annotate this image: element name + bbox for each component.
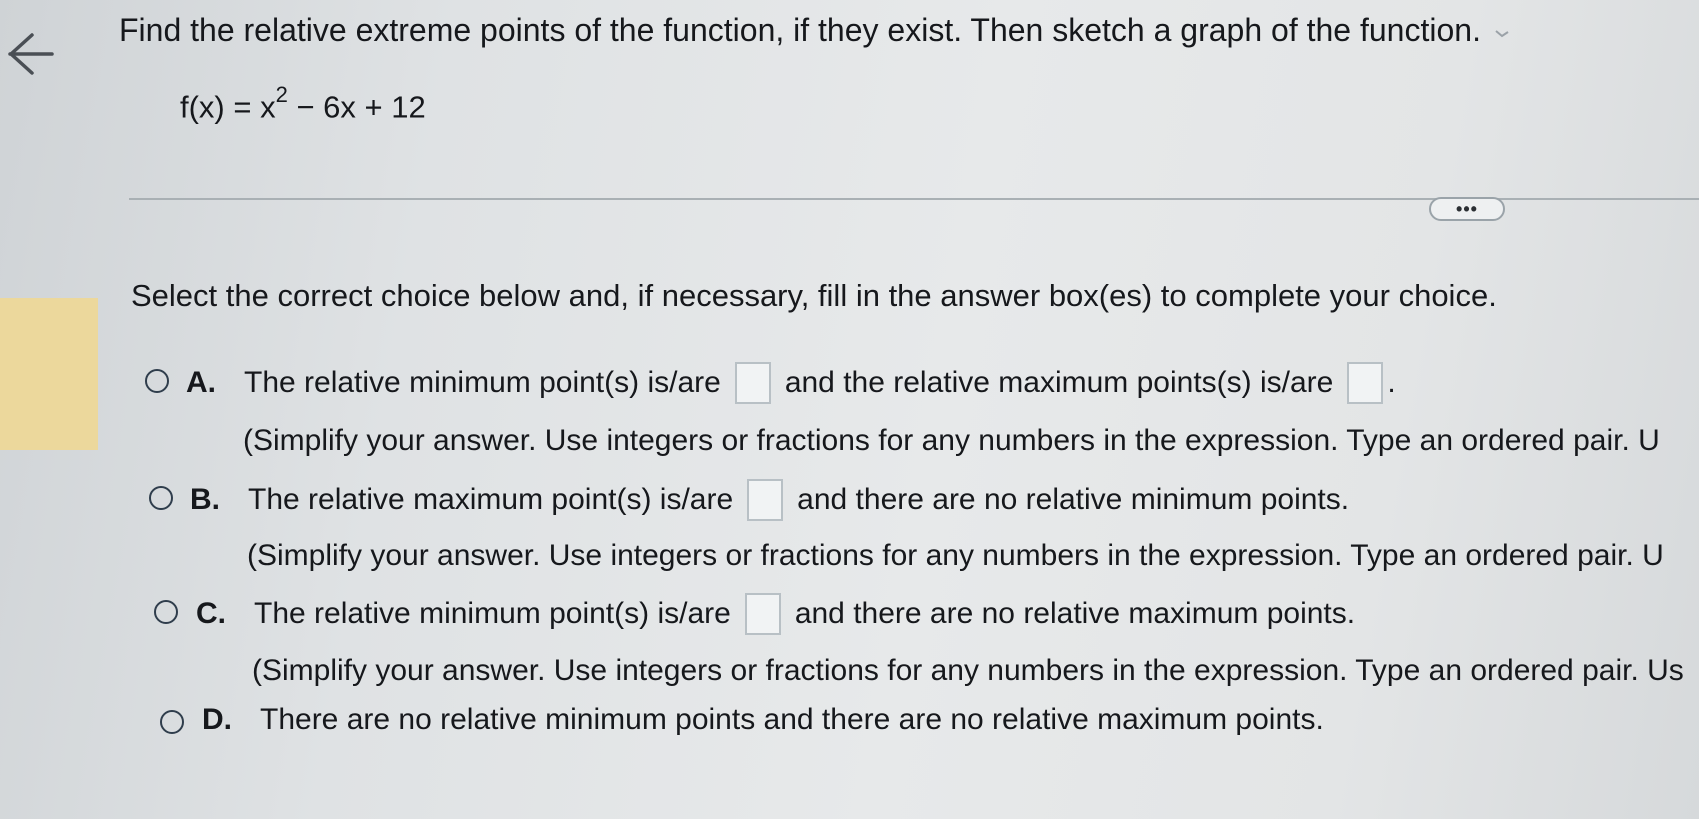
choice-b-text-before: The relative maximum point(s) is/are	[248, 483, 734, 516]
choice-c-answer-box[interactable]	[745, 593, 781, 635]
choice-d-line	[202, 703, 1324, 737]
choice-b-line	[190, 479, 1349, 521]
choice-b-text-after: and there are no relative minimum points.	[797, 483, 1350, 516]
choice-a-min-answer-box[interactable]	[735, 362, 771, 404]
choice-a-text-middle: and the relative maximum points(s) is/are	[784, 366, 1334, 399]
highlight-tab	[0, 298, 98, 450]
choice-d-radio[interactable]	[160, 710, 184, 734]
back-arrow-icon[interactable]	[6, 30, 54, 78]
choice-a-letter: A.	[186, 366, 216, 399]
choice-b-letter: B.	[190, 483, 220, 516]
choice-c-line	[196, 593, 1355, 635]
choice-b-radio[interactable]	[149, 486, 173, 510]
more-button[interactable]: •••	[1429, 197, 1505, 221]
choice-d-text: There are no relative minimum points and there are no relative maximum points.	[260, 703, 1324, 736]
choice-c-text-after: and there are no relative maximum points.	[794, 597, 1356, 630]
choice-a-text-before: The relative minimum point(s) is/are	[244, 366, 721, 399]
choice-c-radio[interactable]	[154, 600, 178, 624]
function-lhs: f(x) = x	[180, 89, 276, 125]
choice-a-radio[interactable]	[145, 369, 169, 393]
choice-b-hint: (Simplify your answer. Use integers or fractions for any numbers in the expression. Type an ordered pair. U	[247, 539, 1664, 572]
choice-a-hint: (Simplify your answer. Use integers or fractions for any numbers in the expression. Type an ordered pair. U	[243, 424, 1660, 457]
cursor-mark-icon	[1495, 29, 1509, 39]
choice-c-letter: C.	[196, 597, 226, 630]
choice-b-answer-box[interactable]	[747, 479, 783, 521]
choice-d-letter: D.	[202, 703, 232, 736]
choice-c-text-before: The relative minimum point(s) is/are	[254, 597, 731, 630]
choice-a-line	[186, 362, 1396, 404]
instruction-text: Select the correct choice below and, if necessary, fill in the answer box(es) to complete your choice.	[131, 278, 1497, 313]
choice-a-max-answer-box[interactable]	[1347, 362, 1383, 404]
choice-c-hint: (Simplify your answer. Use integers or fractions for any numbers in the expression. Type an ordered pair. Us	[252, 654, 1684, 687]
function-exponent: 2	[275, 82, 288, 107]
function-expression	[180, 82, 426, 125]
question-prompt: Find the relative extreme points of the function, if they exist. Then sketch a graph of the function.	[119, 12, 1481, 48]
function-rhs: − 6x + 12	[287, 89, 426, 125]
choice-a-text-after: .	[1387, 366, 1396, 399]
